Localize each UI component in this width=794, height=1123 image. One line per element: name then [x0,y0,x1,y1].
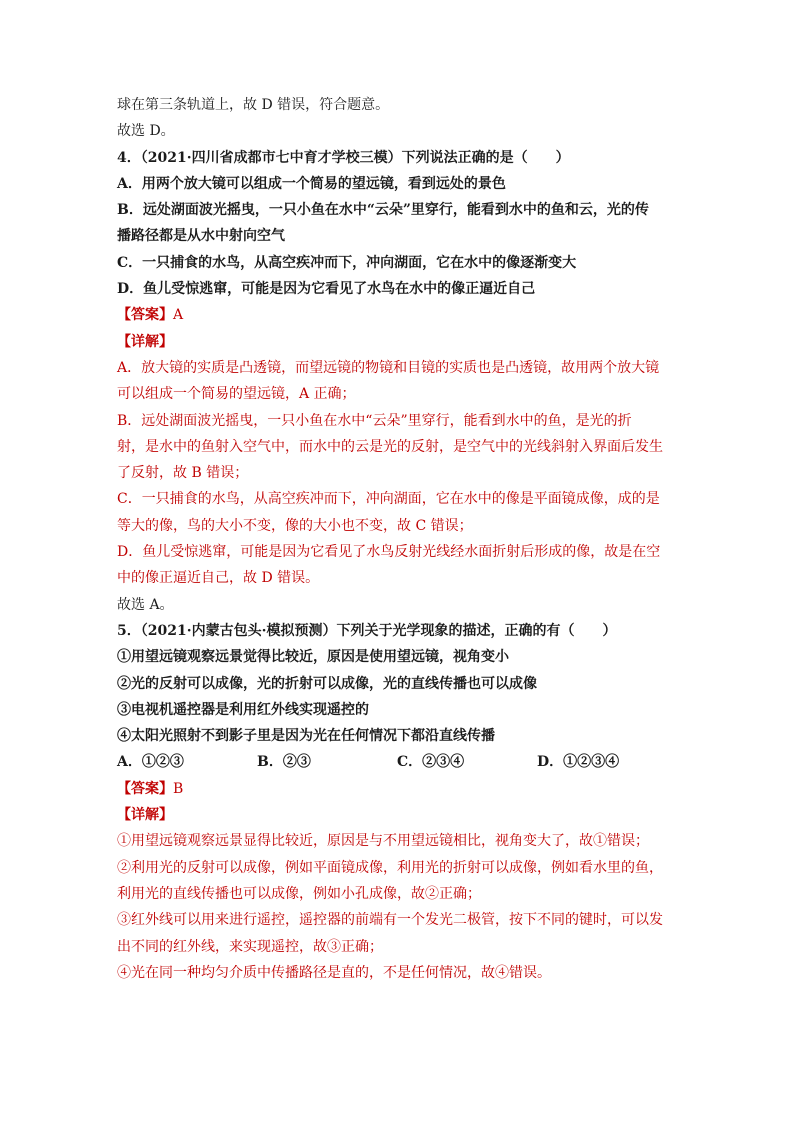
question-5-options [117,749,677,775]
explanation-line: ②利用光的反射可以成像，例如平面镜成像，利用光的折射可以成像，例如看水里的鱼， [117,859,663,876]
explanation-header [117,329,677,355]
explanation-line: ③红外线可以用来进行遥控，遥控器的前端有一个发光二极管，按下不同的键时，可以发 [117,912,663,929]
explanation-header [117,802,677,828]
question-4-option-a: A．用两个放大镜可以组成一个简易的望远镜，看到远处的景色 [117,175,506,192]
explanation-line: A．放大镜的实质是凸透镜，而望远镜的物镜和目镜的实质也是凸透镜，故用两个放大镜 [117,359,660,376]
explanation-line: B．远处湖面波光摇曳，一只小鱼在水中“云朵”里穿行，能看到水中的鱼，是光的折 [117,412,632,429]
question-4-option-b-cont: 播路径都是从水中射向空气 [117,228,285,245]
final-choice: 故选 A。 [117,596,174,613]
explanation-line: C．一只捕食的水鸟，从高空疾冲而下，冲向湖面，它在水中的像是平面镜成像，成的是 [117,491,660,508]
explanation-line: D．鱼儿受惊逃窜，可能是因为它看见了水鸟反射光线经水面折射后形成的像，故是在空 [117,544,661,561]
option-b: B．②③ [257,754,311,771]
explanation-line: ④光在同一种均匀介质中传播路径是直的，不是任何情况，故④错误。 [117,964,551,981]
explanation-line: 等大的像，鸟的大小不变，像的大小也不变，故 C 错误； [117,517,473,534]
question-4-stem: 4．（2021·四川省成都市七中育才学校三模）下列说法正确的是（ ） [117,149,570,166]
question-5-stem: 5．（2021·内蒙古包头·模拟预测）下列关于光学现象的描述，正确的有（ ） [117,622,617,639]
option-d: D．①②③④ [537,754,620,771]
question-5-statement-3: ③电视机遥控器是利用红外线实现遥控的 [117,701,369,718]
document-page [117,92,677,986]
explanation-line: 了反射，故 B 错误； [117,465,249,482]
option-c: C．②③④ [397,754,465,771]
explanation-line: 出不同的红外线，来实现遥控，故③正确； [117,938,383,955]
explanation-tag: 【详解】 [117,807,173,824]
answer-line [117,302,677,328]
question-5-statement-4: ④太阳光照射不到影子里是因为光在任何情况下都沿直线传播 [117,728,495,745]
text-line: 故选 D。 [117,123,175,140]
answer-line [117,776,677,802]
answer-tag: 【答案】 [117,780,173,797]
explanation-line: 利用光的直线传播也可以成像，例如小孔成像，故②正确； [117,885,481,902]
question-5-statement-1: ①用望远镜观察远景觉得比较近，原因是使用望远镜，视角变小 [117,649,509,666]
explanation-tag: 【详解】 [117,333,173,350]
answer-value: B [173,780,184,797]
explanation-line: ①用望远镜观察远景显得比较近，原因是与不用望远镜相比，视角变大了，故①错误； [117,833,649,850]
explanation-line: 可以组成一个简易的望远镜，A 正确； [117,386,356,403]
option-a: A．①②③ [117,754,184,771]
text-line: 球在第三条轨道上，故 D 错误，符合题意。 [117,97,390,113]
question-5-statement-2: ②光的反射可以成像，光的折射可以成像，光的直线传播也可以成像 [117,675,537,692]
answer-tag: 【答案】 [117,307,173,324]
explanation-line: 射，是水中的鱼射入空气中，而水中的云是光的反射，是空气中的光线斜射入界面后发生 [117,438,663,455]
question-4-option-b: B．远处湖面波光摇曳，一只小鱼在水中“云朵”里穿行，能看到水中的鱼和云，光的传 [117,202,649,219]
explanation-line: 中的像正逼近自己，故 D 错误。 [117,570,320,587]
question-4-option-d: D．鱼儿受惊逃窜，可能是因为它看见了水鸟在水中的像正逼近自己 [117,281,536,298]
answer-value: A [173,307,184,324]
question-4-option-c: C．一只捕食的水鸟，从高空疾冲而下，冲向湖面，它在水中的像逐渐变大 [117,254,577,271]
